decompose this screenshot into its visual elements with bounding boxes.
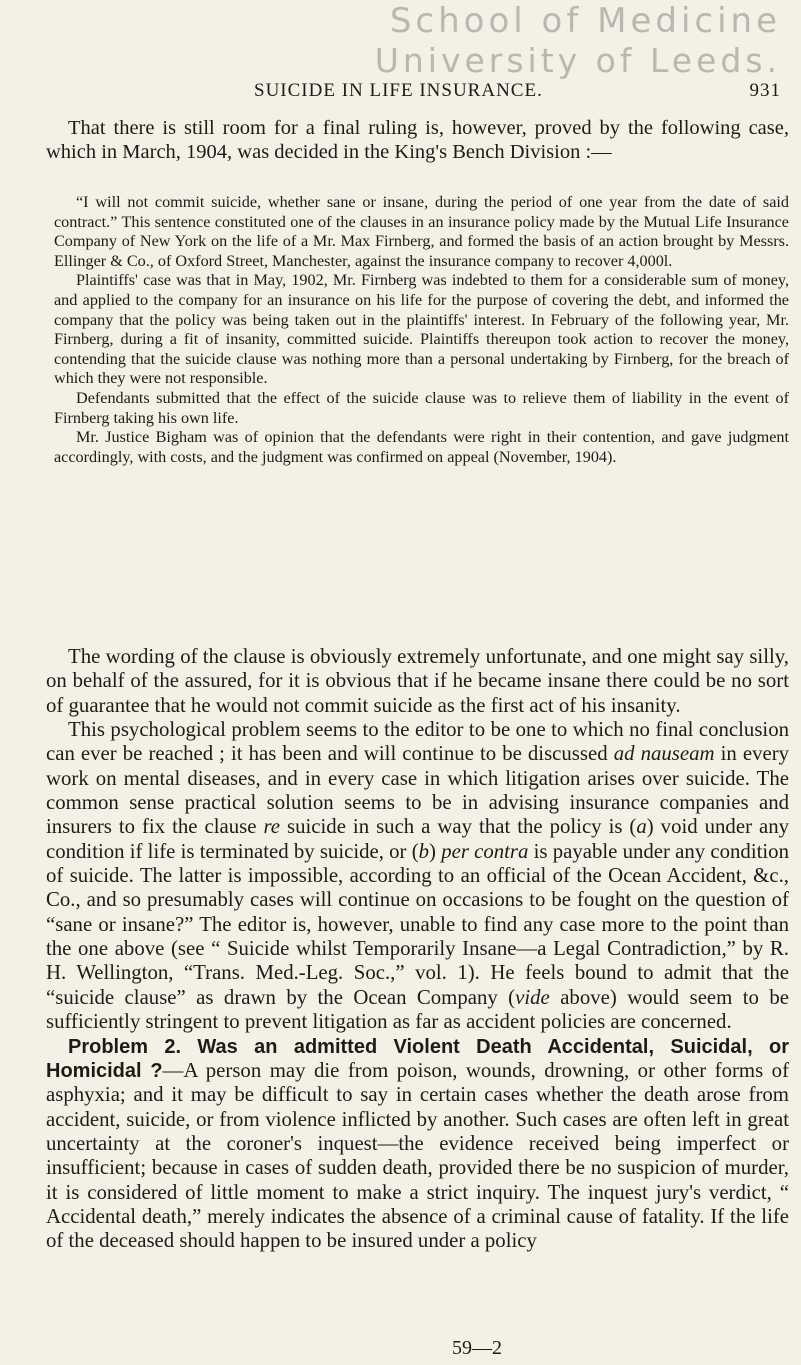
body-paragraph-wording: The wording of the clause is obviously extremely unfortunate, and one might say silly, on behalf of the assured, for it is obvious that if he became insane there could be no sort of guarantee that he would not commit suicide as the first act of his insanity. [46,645,789,717]
case-report-quote [54,193,789,467]
main-text [46,645,789,1254]
quote-paragraph-defendants: Defendants submitted that the effect of the suicide clause was to relieve them of liability in the event of Firnberg taking his own life. [54,388,789,427]
running-title: SUICIDE IN LIFE INSURANCE. [254,80,543,101]
quote-paragraph-clause: “I will not commit suicide, whether sane or insane, during the period of one year from the date of said contract.” This sentence constituted one of the clauses in an insurance policy made by the Mutual Life Insurance Company of New York on the life of a Mr. Max Firnberg, and formed the basis of an action brought by Messrs. Ellinger & Co., of Oxford Street, Manchester, against the insurance company to recover 4,000l. [54,193,789,270]
body-paragraph-psychological-problem: This psychological problem seems to the editor to be one to which no final conclusion can ever be reached ; it has been and will continue to be discussed ad nauseam in every work on mental diseases, and in every case in which litigation arises over suicide. The common sense practical solution seems to be in advising insurance companies and insurers to fix the clause re suicide in such a way that the policy is (a) void under any condition if life is terminated by suicide, or (b) per contra is payable under any condition of suicide. The latter is impossible, according to an official of the Ocean Accident, &c., Co., and so presumably cases will continue on occasions to be fought on the question of “sane or insane?” The editor is, however, unable to find any case more to the point than the one above (see “ Suicide whilst Temporarily Insane—a Legal Contradiction,” by R. H. Wellington, “Trans. Med.-Leg. Soc.,” vol. 1). He feels bound to admit that the “suicide clause” as drawn by the Ocean Company (vide above) would seem to be sufficiently stringent to prevent litigation as far as accident policies are concerned. [46,718,790,1034]
intro-paragraph: That there is still room for a final ruling is, however, proved by the following case, which in March, 1904, was decided in the King's Bench Division :— [46,117,789,163]
library-stamp-line-2: University of Leeds. [374,41,781,80]
signature-mark: 59—2 [452,1337,502,1359]
quote-paragraph-judgment: Mr. Justice Bigham was of opinion that the defendants were right in their contention, and gave judgment accordingly, with costs, and the judgment was confirmed on appeal (November, 1904). [54,428,789,466]
problem-2-text: —A person may die from poison, wounds, drowning, or other forms of asphyxia; and it may be difficult to say in certain cases whether the death arose from accident, suicide, or from violence inflicted by another. Such cases are often left in great uncertainty at the coroner's inquest—the evidence received being imperfect or insufficient; because in cases of sudden death, provided there be no suspicion of murder, it is considered of little moment to make a strict inquiry. The inquest jury's verdict, “ Accidental death,” merely indicates the absence of a criminal cause of fatality. If the life of the deceased should happen to be insured under a policy [46,1058,790,1253]
quote-paragraph-plaintiffs: Plaintiffs' case was that in May, 1902, Mr. Firnberg was indebted to them for a considerable sum of money, and applied to the company for an insurance on his life for the purpose of covering the debt, and informed the company that the policy was being taken out in the plaintiffs' interest. In February of the following year, Mr. Firnberg, during a fit of insanity, committed suicide. Plaintiffs thereupon took action to recover the money, contending that the suicide clause was nothing more than a personal undertaking by Firnberg, for the breach of which they were not responsible. [54,271,789,388]
problem-2-paragraph [46,1035,789,1254]
library-stamp-line-1: School of Medicine [389,1,781,41]
running-head [0,80,801,102]
problem-2-heading: Problem 2. Was an admitted Violent Death Accidental, Suicidal, or Homicidal ? [46,1035,789,1082]
page-number: 931 [749,80,781,101]
